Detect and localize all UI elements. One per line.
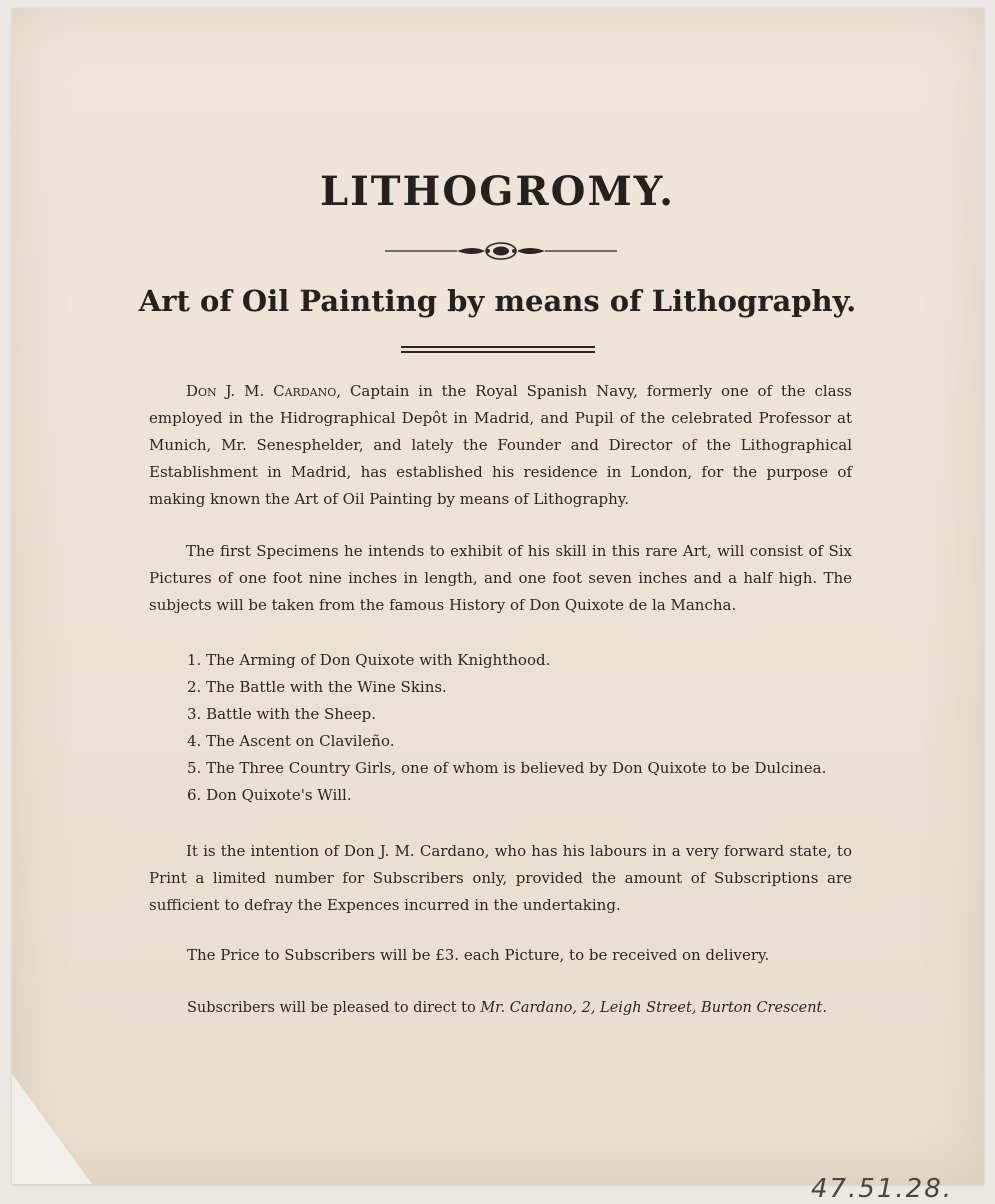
intention-paragraph: [149, 838, 852, 919]
list-item: 6. Don Quixote's Will.: [187, 786, 352, 804]
intro-text: Captain in the Royal Spanish Navy, formerly one of the class employed in the Hidrographical Depôt in Madrid, and Pupil of the celebrated Professor at Munich, Mr. Senesphelder, and lately the Founder and Director of the Lithographical Establishment in Madrid, has established his residence in London, for the purpose of making known the Art of Oil Painting by means of Lithography.: [149, 382, 852, 508]
specimens-text: The first Specimens he intends to exhibit of his skill in this rare Art, will consist of Six Pictures of one foot nine inches in length, and one foot seven inches and a half high. The subjects will be taken from the famous History of Don Quixote de la Mancha.: [149, 542, 852, 614]
specimens-paragraph: [149, 538, 852, 619]
subjects-list: [187, 647, 826, 809]
address-text: Mr. Cardano, 2, Leigh Street, Burton Crescent.: [480, 1000, 827, 1016]
intention-text: It is the intention of Don J. M. Cardano, who has his labours in a very forward state, to Print a limited number for Subscribers only, provided the amount of Subscriptions are sufficient to defray the Expences incurred in the undertaking.: [149, 842, 852, 914]
catalog-number: 47.51.28.: [810, 1174, 953, 1204]
address-paragraph: [187, 995, 847, 1022]
double-rule: [401, 346, 595, 355]
list-item: 5. The Three Country Girls, one of whom is believed by Don Quixote to be Dulcinea.: [187, 759, 827, 777]
document-subtitle: Art of Oil Painting by means of Lithography.: [138, 284, 857, 318]
list-item: 4. The Ascent on Clavileño.: [187, 732, 395, 750]
ornament-divider-icon: [385, 240, 617, 262]
folded-corner: [12, 1074, 92, 1184]
document-title: LITHOGROMY.: [319, 168, 676, 215]
author-name: Don J. M. Cardano,: [186, 382, 342, 400]
intro-paragraph: [149, 378, 852, 513]
list-item: 3. Battle with the Sheep.: [187, 705, 377, 723]
list-item: 2. The Battle with the Wine Skins.: [187, 678, 447, 696]
price-paragraph: The Price to Subscribers will be £3. each Picture, to be received on delivery.: [187, 946, 770, 964]
address-lead: Subscribers will be pleased to direct to: [187, 1000, 476, 1016]
list-item: 1. The Arming of Don Quixote with Knighthood.: [187, 651, 551, 669]
